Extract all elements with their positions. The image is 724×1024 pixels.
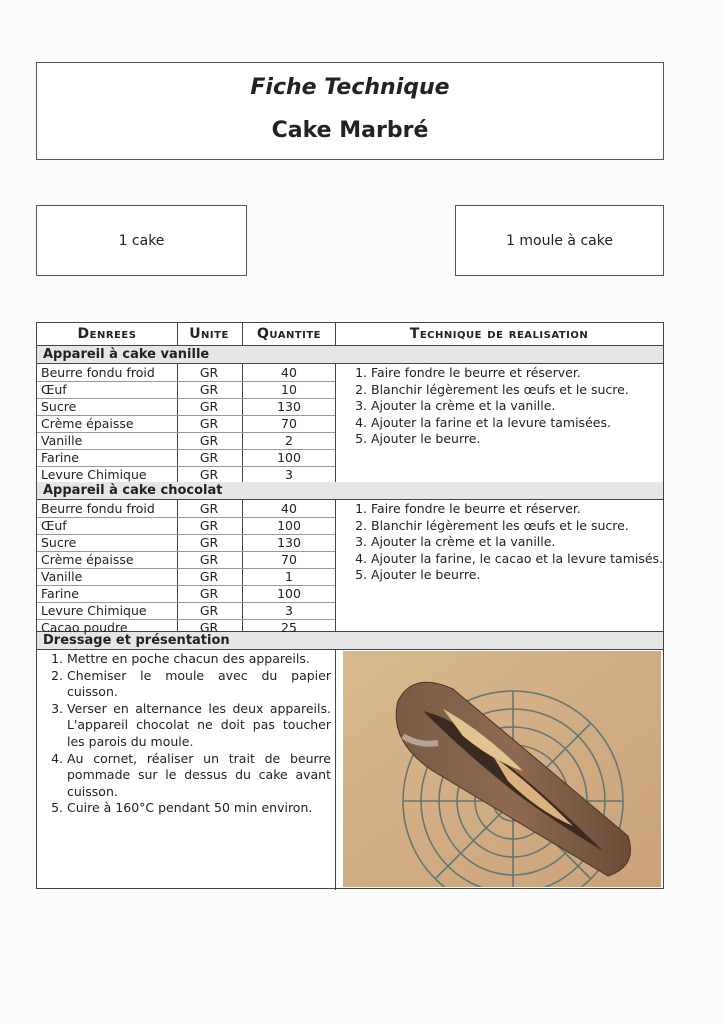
- ingredient-name: Sucre: [41, 535, 77, 550]
- ingredient-name: Farine: [41, 450, 79, 465]
- ingredient-name: Crème épaisse: [41, 552, 134, 567]
- step: 3. Verser en alternance les deux appareils. L'appareil chocolat ne doit pas toucher les parois du moule.: [67, 701, 331, 751]
- ingredient-qty: 40: [281, 365, 297, 380]
- header-denrees: Denrees: [77, 326, 137, 342]
- ingredient-row: [37, 398, 335, 415]
- step: 4. Au cornet, réaliser un trait de beurre pommade sur le dessus du cake avant cuisson.: [67, 751, 331, 801]
- ingredient-row: [37, 619, 335, 636]
- step: 2. Blanchir légèrement les œufs et le sucre.: [371, 518, 671, 535]
- section-vanille: Appareil à cake vanille: [37, 346, 663, 363]
- ingredient-unit: GR: [199, 518, 219, 533]
- ingredient-name: Levure Chimique: [41, 603, 147, 618]
- step: 3. Ajouter la crème et la vanille.: [371, 534, 671, 551]
- ingredient-qty: 130: [277, 399, 301, 414]
- header-quantite: Quantite: [256, 326, 322, 342]
- ingredient-row: [37, 415, 335, 432]
- ingredient-row: [37, 585, 335, 602]
- ingredient-name: Beurre fondu froid: [41, 501, 155, 516]
- ingredient-qty: 100: [277, 586, 301, 601]
- ingredient-unit: GR: [199, 552, 219, 567]
- ingredient-name: Œuf: [41, 518, 67, 533]
- recipe-name: Cake Marbré: [271, 118, 429, 143]
- ingredient-name: Œuf: [41, 382, 67, 397]
- step: 4. Ajouter la farine et la levure tamisées.: [371, 415, 671, 432]
- ingredient-qty: 10: [281, 382, 297, 397]
- ingredient-qty: 70: [281, 552, 297, 567]
- ingredient-name: Vanille: [41, 569, 83, 584]
- ingredient-row: [37, 551, 335, 568]
- cake-photo: [343, 651, 661, 887]
- ingredient-row: [37, 381, 335, 398]
- ingredient-row: [37, 602, 335, 619]
- dressage-steps: [43, 651, 331, 817]
- ingredient-name: Beurre fondu froid: [41, 365, 155, 380]
- ingredient-row: [37, 466, 335, 483]
- ingredient-unit: GR: [199, 569, 219, 584]
- ingredient-unit: GR: [199, 433, 219, 448]
- ingredient-qty: 70: [281, 416, 297, 431]
- ingredient-qty: 1: [285, 569, 293, 584]
- ingredient-unit: GR: [199, 399, 219, 414]
- ingredient-unit: GR: [199, 365, 219, 380]
- ingredient-qty: 3: [285, 467, 293, 482]
- mould-value: 1 moule à cake: [506, 232, 613, 249]
- ingredient-row: [37, 449, 335, 466]
- portion-box: [36, 205, 247, 276]
- ingredient-name: Farine: [41, 586, 79, 601]
- header-unite: Unite: [189, 326, 229, 342]
- ingredient-row: [37, 534, 335, 551]
- step: 1. Faire fondre le beurre et réserver.: [371, 501, 671, 518]
- section-dressage: Dressage et présentation: [37, 632, 663, 649]
- step: 5. Ajouter le beurre.: [371, 567, 671, 584]
- section-chocolat: Appareil à cake chocolat: [37, 482, 663, 499]
- ingredient-row: [37, 364, 335, 381]
- title-box: [36, 62, 664, 160]
- step: 1. Faire fondre le beurre et réserver.: [371, 365, 671, 382]
- ingredient-qty: 25: [281, 620, 297, 635]
- step: 5. Ajouter le beurre.: [371, 431, 671, 448]
- vanille-steps: [347, 365, 671, 448]
- ingredient-unit: GR: [199, 450, 219, 465]
- step: 3. Ajouter la crème et la vanille.: [371, 398, 671, 415]
- ingredient-qty: 40: [281, 501, 297, 516]
- ingredient-name: Cacao poudre: [41, 620, 128, 635]
- mould-box: [455, 205, 664, 276]
- step: 2. Chemiser le moule avec du papier cuisson.: [67, 668, 331, 701]
- ingredient-unit: GR: [199, 382, 219, 397]
- step: 2. Blanchir légèrement les œufs et le sucre.: [371, 382, 671, 399]
- ingredient-unit: GR: [199, 620, 219, 635]
- ingredient-unit: GR: [199, 467, 219, 482]
- step: 1. Mettre en poche chacun des appareils.: [67, 651, 331, 668]
- ingredient-name: Levure Chimique: [41, 467, 147, 482]
- ingredient-row: [37, 568, 335, 585]
- ingredient-qty: 2: [285, 433, 293, 448]
- recipe-table: [36, 322, 664, 889]
- ingredient-qty: 100: [277, 450, 301, 465]
- ingredient-unit: GR: [199, 535, 219, 550]
- header-technique: Technique de realisation: [409, 326, 589, 342]
- ingredient-row: [37, 500, 335, 517]
- document-title: Fiche Technique: [250, 75, 450, 100]
- ingredient-row: [37, 517, 335, 534]
- ingredient-qty: 100: [277, 518, 301, 533]
- chocolat-steps: [347, 501, 671, 584]
- step: 5. Cuire à 160°C pendant 50 min environ.: [67, 800, 331, 817]
- ingredient-unit: GR: [199, 603, 219, 618]
- ingredient-name: Crème épaisse: [41, 416, 134, 431]
- ingredient-unit: GR: [199, 586, 219, 601]
- ingredient-qty: 3: [285, 603, 293, 618]
- ingredient-name: Sucre: [41, 399, 77, 414]
- portion-value: 1 cake: [118, 232, 165, 249]
- ingredient-row: [37, 432, 335, 449]
- ingredient-qty: 130: [277, 535, 301, 550]
- ingredient-name: Vanille: [41, 433, 83, 448]
- ingredient-unit: GR: [199, 501, 219, 516]
- step: 4. Ajouter la farine, le cacao et la levure tamisés.: [371, 551, 671, 568]
- ingredient-unit: GR: [199, 416, 219, 431]
